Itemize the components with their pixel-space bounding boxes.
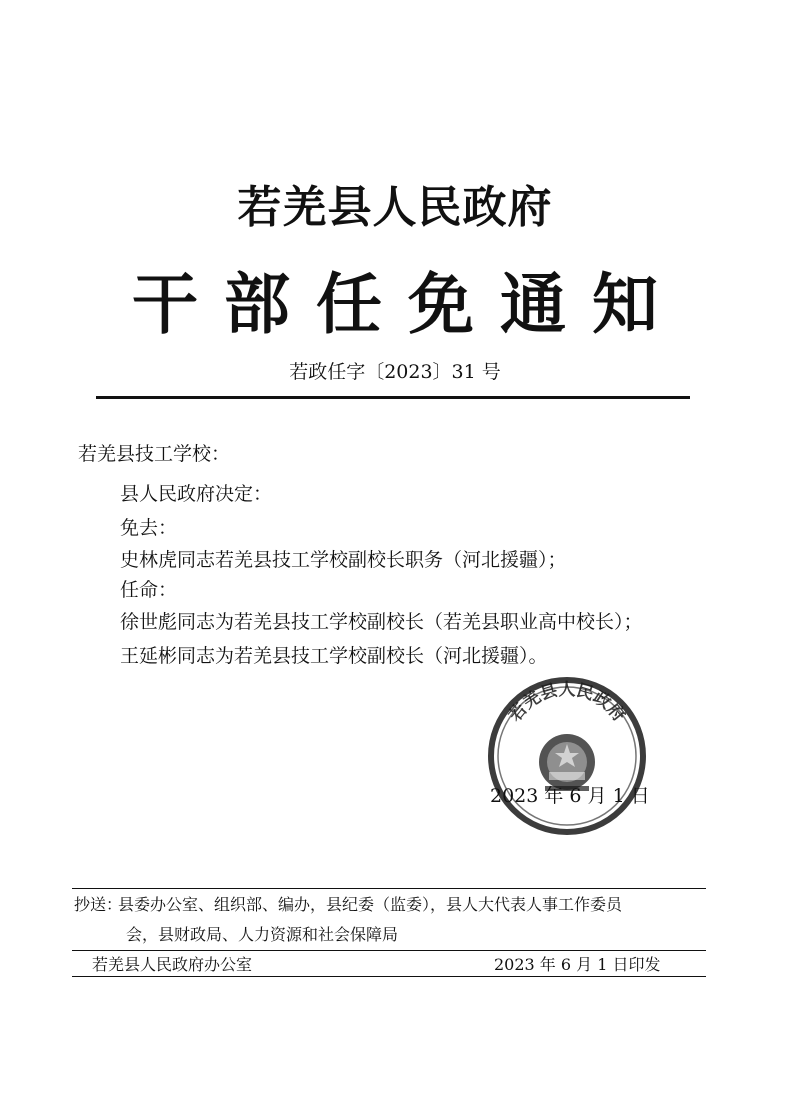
recipient: 若羌县技工学校： [78,443,231,465]
decision-line: 县人民政府决定： [120,483,273,505]
dismiss-item: 史林虎同志若羌县技工学校副校长职务（河北援疆）； [120,549,567,571]
footer-divider-middle [72,950,706,951]
svg-text:若羌县人民政府: 若羌县人民政府 [505,679,629,726]
issuing-organization: 若羌县人民政府 [237,182,553,233]
cc-recipients-line: 县委办公室、组织部、编办，县纪委（监委），县人大代表人事工作委员 [118,895,623,914]
official-seal-icon [487,676,647,836]
document-number: 若政任字〔2023〕31 号 [289,361,501,383]
appoint-heading: 任命： [120,579,178,601]
printing-date: 2023 年 6 月 1 日印发 [494,955,661,974]
document-title: 干部任免通知 [132,265,684,343]
appoint-item: 王延彬同志为若羌县技工学校副校长（河北援疆）。 [120,645,548,667]
printing-office: 若羌县人民政府办公室 [92,955,253,974]
dismiss-heading: 免去： [120,517,178,539]
footer-divider-top [72,888,706,889]
signature-date: 2023 年 6 月 1 日 [490,785,650,807]
cc-recipients-line: 会，县财政局、人力资源和社会保障局 [126,925,399,944]
appoint-item: 徐世彪同志为若羌县技工学校副校长（若羌县职业高中校长）； [120,611,643,633]
footer-divider-bottom [72,976,706,977]
header-divider [96,396,690,399]
cc-label: 抄送： [74,895,123,914]
